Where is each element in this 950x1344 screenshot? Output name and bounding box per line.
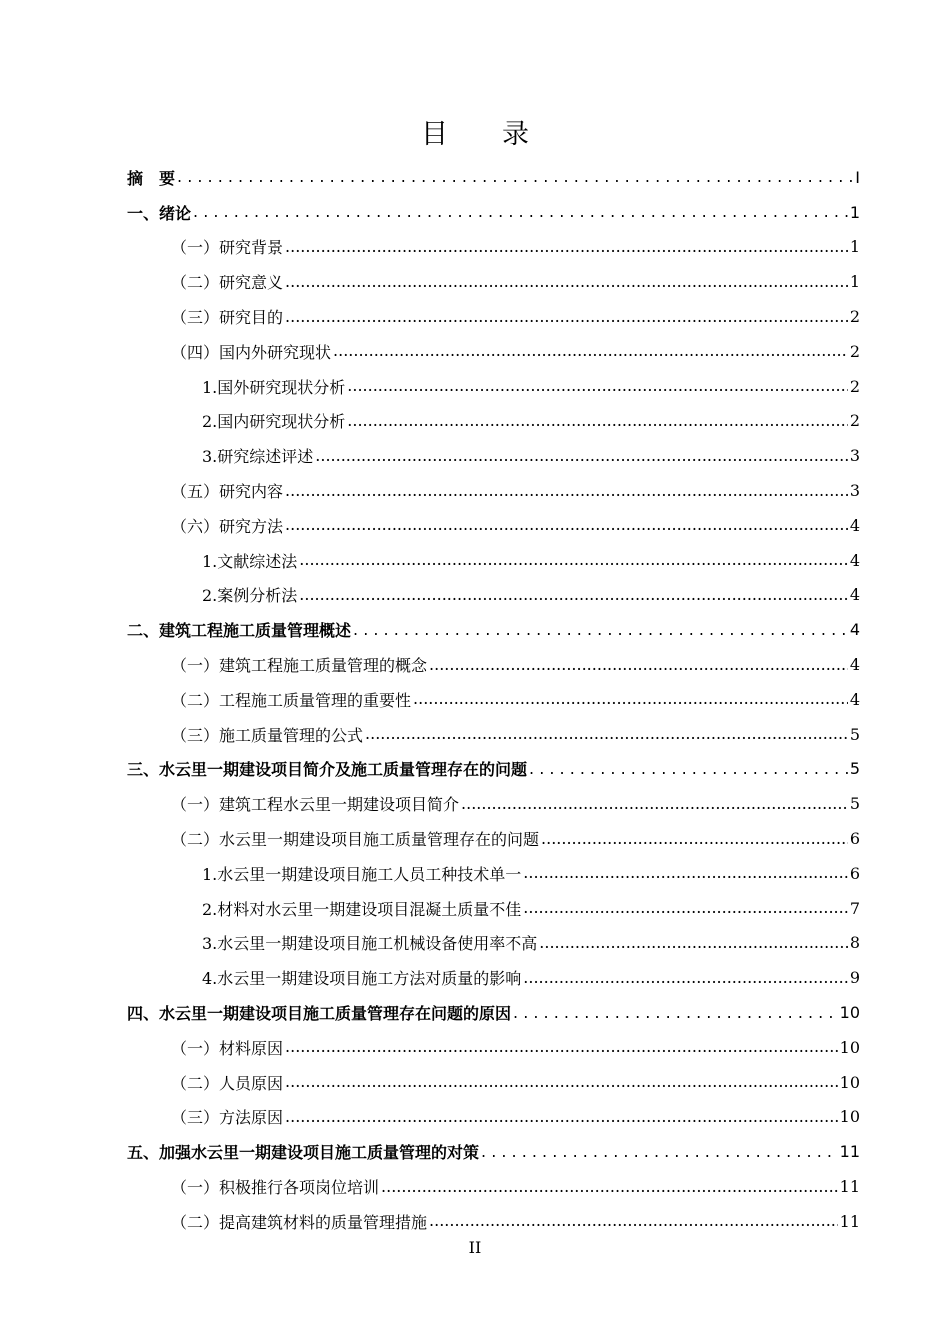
toc-entry-page: 11 — [839, 1142, 860, 1162]
toc-entry-page: 1 — [849, 202, 860, 222]
toc-entry-label: 二、建筑工程施工质量管理概述 — [127, 621, 352, 641]
toc-entry[interactable] — [127, 1134, 860, 1169]
toc-entry[interactable] — [127, 960, 860, 995]
toc-entry[interactable] — [127, 334, 860, 369]
toc-entry[interactable] — [127, 508, 860, 543]
toc-entry-label: （二）提高建筑材料的质量管理措施 — [171, 1212, 428, 1232]
toc-entry-page: 6 — [849, 829, 860, 849]
toc-dot-leader — [347, 411, 848, 431]
toc-dot-leader — [193, 202, 848, 222]
toc-entry-page: 4 — [849, 620, 860, 640]
toc-dot-leader — [523, 968, 848, 988]
toc-dot-leader — [285, 515, 848, 535]
toc-dot-leader — [523, 863, 848, 883]
toc-entry-label: 3.研究综述评述 — [202, 447, 314, 467]
toc-dot-leader — [513, 1003, 838, 1023]
toc-entry[interactable] — [127, 752, 860, 787]
toc-entry-page: 10 — [839, 1037, 860, 1057]
toc-entry-page: 6 — [849, 863, 860, 883]
toc-entry-page: 4 — [849, 689, 860, 709]
toc-entry-label: 2.材料对水云里一期建设项目混凝土质量不佳 — [202, 899, 522, 919]
toc-entry-page: 8 — [849, 933, 860, 953]
toc-dot-leader — [347, 376, 848, 396]
toc-entry-page: 1 — [849, 272, 860, 292]
title-char-1: 目 — [421, 119, 448, 150]
toc-entry[interactable] — [127, 995, 860, 1030]
toc-entry-label: 摘 要 — [127, 168, 176, 188]
toc-entry-page: 11 — [839, 1211, 860, 1231]
toc-entry-page: 5 — [849, 794, 860, 814]
toc-entry-label: 1.国外研究现状分析 — [202, 377, 346, 397]
toc-dot-leader — [285, 237, 848, 257]
toc-entry-page: 4 — [849, 550, 860, 570]
toc-entry[interactable] — [127, 786, 860, 821]
toc-entry[interactable] — [127, 195, 860, 230]
toc-dot-leader — [529, 759, 848, 779]
toc-entry[interactable] — [127, 926, 860, 961]
toc-entry-label: 四、水云里一期建设项目施工质量管理存在问题的原因 — [127, 1004, 512, 1024]
toc-dot-leader — [177, 167, 853, 187]
toc-dot-leader — [481, 1142, 838, 1162]
toc-entry-page: 5 — [849, 724, 860, 744]
toc-entry[interactable] — [127, 1100, 860, 1135]
toc-title — [0, 112, 950, 151]
toc-entry-label: （二）工程施工质量管理的重要性 — [171, 690, 412, 710]
toc-dot-leader — [429, 655, 848, 675]
toc-dot-leader — [353, 620, 848, 640]
page-footer-number: II — [468, 1238, 482, 1257]
toc-dot-leader — [285, 1072, 838, 1092]
toc-entry[interactable] — [127, 1204, 860, 1239]
toc-entry[interactable] — [127, 473, 860, 508]
toc-dot-leader — [365, 724, 848, 744]
toc-entry-label: （三）方法原因 — [171, 1108, 284, 1128]
toc-entry-page: 4 — [849, 655, 860, 675]
toc-entry-page: 5 — [849, 759, 860, 779]
toc-entry-label: （一）积极推行各项岗位培训 — [171, 1178, 380, 1197]
toc-dot-leader — [429, 1211, 838, 1231]
toc-entry-label: 3.水云里一期建设项目施工机械设备使用率不高 — [202, 934, 538, 954]
toc-entry[interactable] — [127, 264, 860, 299]
toc-entry-label: （三）施工质量管理的公式 — [171, 725, 364, 745]
toc-dot-leader — [285, 481, 848, 501]
toc-entry[interactable] — [127, 856, 860, 891]
toc-entry[interactable] — [127, 369, 860, 404]
toc-entry-label: （六）研究方法 — [171, 516, 284, 536]
toc-entry-page: 2 — [849, 411, 860, 431]
toc-entry[interactable] — [127, 821, 860, 856]
toc-entry[interactable] — [127, 717, 860, 752]
toc-dot-leader — [541, 829, 848, 849]
toc-entry[interactable] — [127, 578, 860, 613]
toc-dot-leader — [285, 272, 848, 292]
toc-entry-label: （二）人员原因 — [171, 1073, 284, 1093]
toc-entry-page: 10 — [839, 1072, 860, 1092]
toc-entry-label: （四）国内外研究现状 — [171, 342, 332, 362]
toc-entry-page: 2 — [849, 307, 860, 327]
toc-dot-leader — [285, 307, 848, 327]
toc-entry[interactable] — [127, 230, 860, 265]
toc-entry-label: 2.案例分析法 — [202, 586, 298, 606]
toc-entry-page: 7 — [849, 898, 860, 918]
toc-entry[interactable] — [127, 891, 860, 926]
toc-entry[interactable] — [127, 1169, 860, 1204]
toc-entry-label: 一、绪论 — [127, 203, 192, 223]
toc-dot-leader — [333, 341, 848, 361]
toc-dot-leader — [315, 446, 848, 466]
toc-dot-leader — [539, 933, 848, 953]
toc-entry-page: 2 — [849, 376, 860, 396]
title-char-2: 录 — [502, 119, 529, 150]
toc-entry[interactable] — [127, 543, 860, 578]
toc-dot-leader — [523, 898, 848, 918]
toc-dot-leader — [299, 550, 848, 570]
toc-entry-label: 4.水云里一期建设项目施工方法对质量的影响 — [202, 969, 522, 989]
toc-entry[interactable] — [127, 647, 860, 682]
toc-entry-label: 1.水云里一期建设项目施工人员工种技术单一 — [202, 864, 522, 884]
toc-entry-label: （一）建筑工程水云里一期建设项目简介 — [171, 795, 460, 815]
toc-entry[interactable] — [127, 404, 860, 439]
table-of-contents — [127, 160, 860, 1239]
toc-entry-page: 4 — [849, 585, 860, 605]
toc-dot-leader — [381, 1177, 838, 1197]
toc-entry-page: 2 — [849, 341, 860, 361]
toc-entry-label: 1.文献综述法 — [202, 551, 298, 571]
toc-entry-page: I — [855, 167, 860, 187]
toc-entry-page: 10 — [839, 1107, 860, 1127]
toc-entry[interactable] — [127, 1030, 860, 1065]
toc-entry-label: （一）研究背景 — [171, 238, 284, 258]
toc-entry-label: （一）建筑工程施工质量管理的概念 — [171, 656, 428, 676]
toc-entry-page: 1 — [849, 237, 860, 257]
toc-entry[interactable] — [127, 160, 860, 195]
toc-dot-leader — [461, 794, 848, 814]
toc-entry-label: 五、加强水云里一期建设项目施工质量管理的对策 — [127, 1143, 480, 1163]
toc-entry-page: 9 — [849, 968, 860, 988]
toc-entry-page: 11 — [839, 1177, 860, 1196]
toc-entry-label: （二）研究意义 — [171, 273, 284, 293]
toc-entry-page: 10 — [839, 1003, 860, 1023]
toc-entry-label: （五）研究内容 — [171, 482, 284, 502]
toc-entry[interactable] — [127, 682, 860, 717]
toc-entry[interactable] — [127, 1065, 860, 1100]
toc-entry-page: 4 — [849, 515, 860, 535]
toc-dot-leader — [285, 1107, 838, 1127]
toc-entry-page: 3 — [849, 446, 860, 466]
toc-entry[interactable] — [127, 438, 860, 473]
toc-entry-page: 3 — [849, 481, 860, 501]
toc-entry-label: （二）水云里一期建设项目施工质量管理存在的问题 — [171, 830, 540, 850]
toc-entry[interactable] — [127, 299, 860, 334]
toc-dot-leader — [285, 1037, 838, 1057]
toc-entry-label: 三、水云里一期建设项目简介及施工质量管理存在的问题 — [127, 760, 528, 780]
toc-dot-leader — [299, 585, 848, 605]
toc-entry-label: 2.国内研究现状分析 — [202, 412, 346, 432]
toc-dot-leader — [413, 689, 848, 709]
toc-entry-label: （一）材料原因 — [171, 1038, 284, 1058]
toc-entry[interactable] — [127, 612, 860, 647]
toc-entry-label: （三）研究目的 — [171, 308, 284, 328]
